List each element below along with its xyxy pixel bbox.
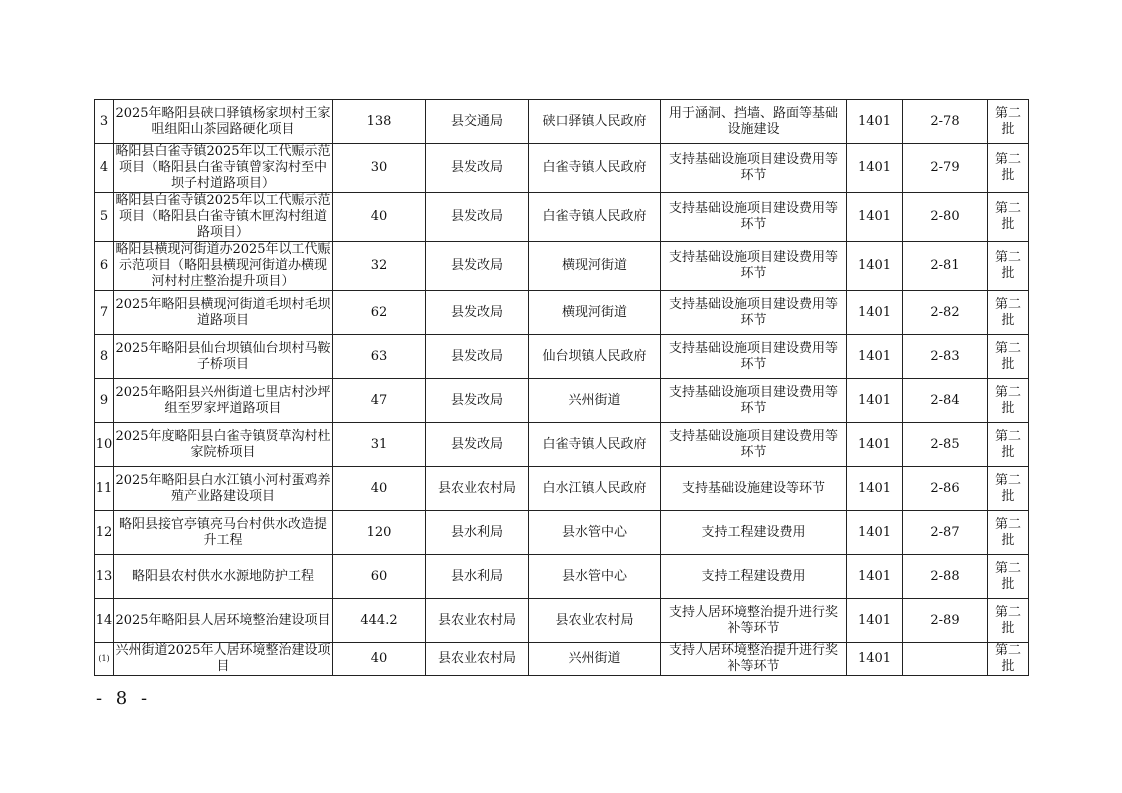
- function-code-cell: 1401: [847, 423, 903, 467]
- fund-use-cell: 支持工程建设费用: [661, 511, 847, 555]
- batch-cell: 第二批: [988, 555, 1029, 599]
- row-number-cell: 7: [95, 291, 114, 335]
- fund-use-cell: 支持基础设施项目建设费用等环节: [661, 379, 847, 423]
- document-number-cell: 2-88: [903, 555, 988, 599]
- function-code-cell: 1401: [847, 291, 903, 335]
- table-row: [95, 144, 1029, 193]
- table-row: [95, 599, 1029, 643]
- fund-use-cell: 支持基础设施建设等环节: [661, 467, 847, 511]
- project-name-cell: 略阳县农村供水水源地防护工程: [114, 555, 333, 599]
- batch-cell: 第二批: [988, 511, 1029, 555]
- row-number-cell: 6: [95, 242, 114, 291]
- table-row: [95, 643, 1029, 676]
- funding-amount-cell: 63: [333, 335, 426, 379]
- funding-amount-cell: 32: [333, 242, 426, 291]
- funding-amount-cell: 62: [333, 291, 426, 335]
- implementing-unit-cell: 白水江镇人民政府: [529, 467, 661, 511]
- implementing-unit-cell: 县水管中心: [529, 555, 661, 599]
- table-row: [95, 467, 1029, 511]
- row-number-cell: 5: [95, 193, 114, 242]
- batch-cell: 第二批: [988, 100, 1029, 144]
- fund-use-cell: 支持基础设施项目建设费用等环节: [661, 242, 847, 291]
- managing-department-cell: 县交通局: [426, 100, 529, 144]
- managing-department-cell: 县发改局: [426, 291, 529, 335]
- batch-cell: 第二批: [988, 423, 1029, 467]
- row-number-cell: 9: [95, 379, 114, 423]
- row-number-cell: 12: [95, 511, 114, 555]
- project-name-cell: 2025年略阳县兴州街道七里店村沙坪组至罗家坪道路项目: [114, 379, 333, 423]
- batch-cell: 第二批: [988, 242, 1029, 291]
- table-row: [95, 555, 1029, 599]
- implementing-unit-cell: 白雀寺镇人民政府: [529, 193, 661, 242]
- project-name-cell: 略阳县白雀寺镇2025年以工代赈示范项目（略阳县白雀寺镇木匣沟村组道路项目）: [115, 193, 331, 240]
- implementing-unit-cell: 县农业农村局: [529, 599, 661, 643]
- implementing-unit-cell: 县水管中心: [529, 511, 661, 555]
- funding-amount-cell: 120: [333, 511, 426, 555]
- project-name-cell: 2025年略阳县人居环境整治建设项目: [114, 599, 333, 643]
- function-code-cell: 1401: [847, 643, 903, 676]
- project-name-cell: 2025年略阳县横现河街道毛坝村毛坝道路项目: [114, 291, 333, 335]
- function-code-cell: 1401: [847, 242, 903, 291]
- document-number-cell: 2-79: [903, 144, 988, 193]
- batch-cell: 第二批: [988, 467, 1029, 511]
- implementing-unit-cell: 白雀寺镇人民政府: [529, 144, 661, 193]
- fund-use-cell: 用于涵洞、挡墙、路面等基础设施建设: [661, 100, 847, 144]
- function-code-cell: 1401: [847, 599, 903, 643]
- batch-cell: 第二批: [988, 599, 1029, 643]
- fund-use-cell: 支持基础设施项目建设费用等环节: [661, 193, 847, 242]
- table-row: [95, 511, 1029, 555]
- table-row: [95, 242, 1029, 291]
- function-code-cell: 1401: [847, 467, 903, 511]
- document-number-cell: 2-86: [903, 467, 988, 511]
- project-name-cell: 2025年略阳县硖口驿镇杨家坝村王家咀组阳山茶园路硬化项目: [114, 100, 333, 144]
- page-number: - 8 -: [96, 688, 152, 709]
- row-number-cell: 13: [95, 555, 114, 599]
- document-number-cell: [903, 643, 988, 676]
- implementing-unit-cell: 兴州街道: [529, 379, 661, 423]
- project-name-cell: 2025年略阳县仙台坝镇仙台坝村马鞍子桥项目: [114, 335, 333, 379]
- function-code-cell: 1401: [847, 193, 903, 242]
- document-number-cell: 2-87: [903, 511, 988, 555]
- table-row: [95, 335, 1029, 379]
- managing-department-cell: 县发改局: [426, 242, 529, 291]
- fund-use-cell: 支持基础设施项目建设费用等环节: [661, 335, 847, 379]
- fund-use-cell: 支持基础设施项目建设费用等环节: [661, 423, 847, 467]
- funding-amount-cell: 31: [333, 423, 426, 467]
- project-name-cell: 2025年略阳县白水江镇小河村蛋鸡养殖产业路建设项目: [114, 467, 333, 511]
- fund-use-cell: 支持基础设施项目建设费用等环节: [661, 291, 847, 335]
- row-number-cell: 4: [95, 144, 114, 193]
- fund-use-cell: 支持基础设施项目建设费用等环节: [661, 144, 847, 193]
- implementing-unit-cell: 横现河街道: [529, 291, 661, 335]
- document-number-cell: 2-80: [903, 193, 988, 242]
- row-number-cell: (1): [95, 643, 114, 676]
- project-name-cell: 2025年度略阳县白雀寺镇贤草沟村杜家院桥项目: [114, 423, 333, 467]
- implementing-unit-cell: 兴州街道: [529, 643, 661, 676]
- fund-use-cell: 支持工程建设费用: [661, 555, 847, 599]
- table-row: [95, 423, 1029, 467]
- table-row: [95, 193, 1029, 242]
- function-code-cell: 1401: [847, 555, 903, 599]
- document-number-cell: 2-81: [903, 242, 988, 291]
- table-row: [95, 291, 1029, 335]
- managing-department-cell: 县农业农村局: [426, 467, 529, 511]
- document-number-cell: 2-85: [903, 423, 988, 467]
- batch-cell: 第二批: [988, 379, 1029, 423]
- managing-department-cell: 县农业农村局: [426, 599, 529, 643]
- row-number-cell: 11: [95, 467, 114, 511]
- implementing-unit-cell: 仙台坝镇人民政府: [529, 335, 661, 379]
- funding-amount-cell: 60: [333, 555, 426, 599]
- managing-department-cell: 县水利局: [426, 555, 529, 599]
- managing-department-cell: 县发改局: [426, 335, 529, 379]
- row-number-cell: 14: [95, 599, 114, 643]
- funding-amount-cell: 138: [333, 100, 426, 144]
- batch-cell: 第二批: [988, 291, 1029, 335]
- project-name-cell: 略阳县接官亭镇亮马台村供水改造提升工程: [114, 511, 333, 555]
- table-row: [95, 379, 1029, 423]
- row-number-cell: 10: [95, 423, 114, 467]
- implementing-unit-cell: 白雀寺镇人民政府: [529, 423, 661, 467]
- document-number-cell: 2-89: [903, 599, 988, 643]
- document-number-cell: 2-78: [903, 100, 988, 144]
- funding-amount-cell: 47: [333, 379, 426, 423]
- document-number-cell: 2-84: [903, 379, 988, 423]
- table-row: [95, 100, 1029, 144]
- fund-use-cell: 支持人居环境整治提升进行奖补等环节: [661, 643, 847, 676]
- implementing-unit-cell: 横现河街道: [529, 242, 661, 291]
- function-code-cell: 1401: [847, 379, 903, 423]
- funding-amount-cell: 40: [333, 193, 426, 242]
- project-name-cell: 兴州街道2025年人居环境整治建设项目: [115, 643, 331, 674]
- funding-amount-cell: 30: [333, 144, 426, 193]
- managing-department-cell: 县发改局: [426, 379, 529, 423]
- managing-department-cell: 县发改局: [426, 193, 529, 242]
- fund-use-cell: 支持人居环境整治提升进行奖补等环节: [661, 599, 847, 643]
- managing-department-cell: 县农业农村局: [426, 643, 529, 676]
- function-code-cell: 1401: [847, 100, 903, 144]
- batch-cell: 第二批: [988, 643, 1029, 676]
- project-name-cell: 略阳县横现河街道办2025年以工代赈示范项目（略阳县横现河街道办横现河村村庄整治提升项目）: [115, 242, 331, 289]
- funding-amount-cell: 40: [333, 467, 426, 511]
- funding-amount-cell: 444.2: [333, 599, 426, 643]
- document-number-cell: 2-83: [903, 335, 988, 379]
- function-code-cell: 1401: [847, 144, 903, 193]
- implementing-unit-cell: 硖口驿镇人民政府: [529, 100, 661, 144]
- batch-cell: 第二批: [988, 144, 1029, 193]
- document-number-cell: 2-82: [903, 291, 988, 335]
- row-number-cell: 8: [95, 335, 114, 379]
- batch-cell: 第二批: [988, 335, 1029, 379]
- managing-department-cell: 县发改局: [426, 144, 529, 193]
- function-code-cell: 1401: [847, 335, 903, 379]
- managing-department-cell: 县发改局: [426, 423, 529, 467]
- funding-table: [94, 99, 1029, 676]
- batch-cell: 第二批: [988, 193, 1029, 242]
- row-number-cell: 3: [95, 100, 114, 144]
- project-name-cell: 略阳县白雀寺镇2025年以工代赈示范项目（略阳县白雀寺镇曾家沟村至中坝子村道路项目）: [115, 144, 331, 191]
- function-code-cell: 1401: [847, 511, 903, 555]
- managing-department-cell: 县水利局: [426, 511, 529, 555]
- funding-amount-cell: 40: [333, 643, 426, 676]
